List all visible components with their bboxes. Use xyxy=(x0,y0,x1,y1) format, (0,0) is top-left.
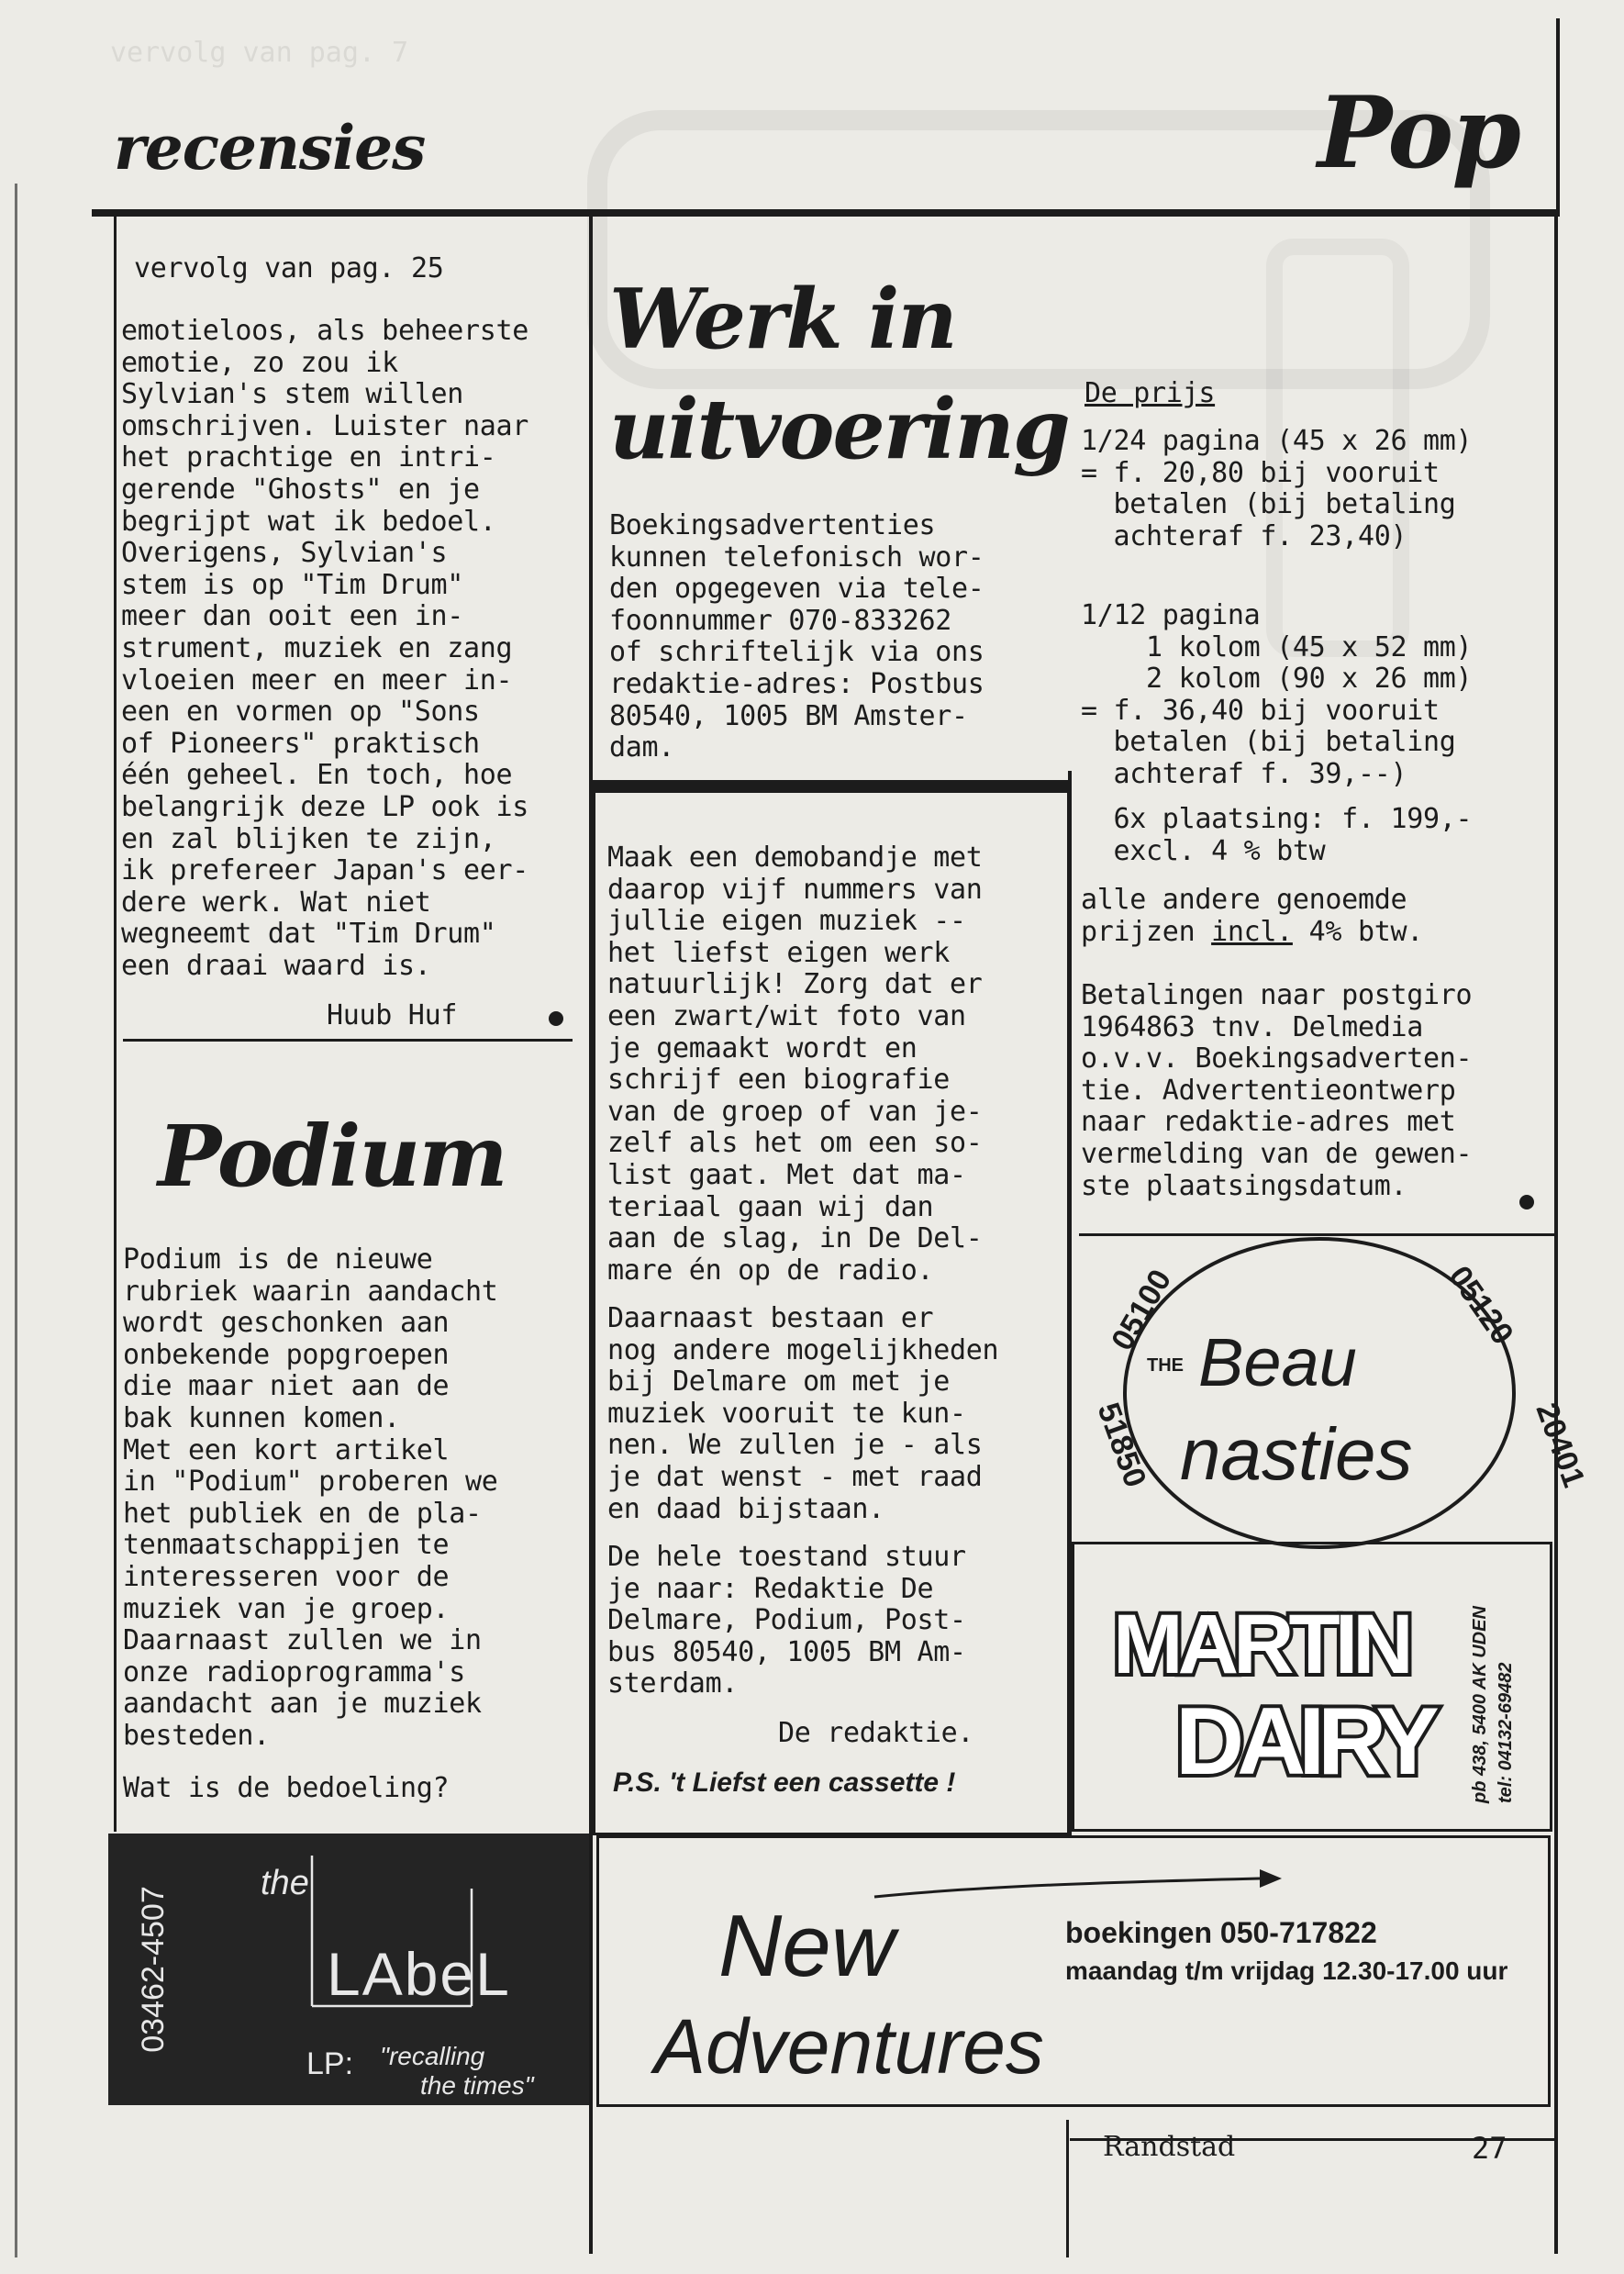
scan-edge xyxy=(15,184,17,2257)
headline-line-1: Werk in xyxy=(609,271,956,368)
box-line: Daarnaast bestaan er xyxy=(607,1302,934,1334)
review-line: gerende "Ghosts" en je xyxy=(121,473,480,506)
review-line: stem is op "Tim Drum" xyxy=(121,568,463,601)
podium-line: muziek van je groep. xyxy=(123,1592,450,1625)
review-line: Sylvian's stem willen xyxy=(121,378,463,411)
review-line: meer dan ooit een in- xyxy=(121,600,463,633)
right-border-top xyxy=(1556,18,1560,217)
beau-the: THE xyxy=(1147,1355,1184,1376)
review-text xyxy=(121,316,528,982)
end-bullet xyxy=(1519,1195,1534,1209)
box-paragraph-3 xyxy=(607,1542,966,1700)
box-line: zelf als het om een so- xyxy=(607,1127,983,1160)
beau-nasties-ad xyxy=(1079,1239,1592,1533)
payment-line: o.v.v. Boekingsadverten- xyxy=(1081,1042,1473,1076)
review-line: en zal blijken te zijn, xyxy=(121,822,496,855)
continued-from: vervolg van pag. 25 xyxy=(134,252,444,284)
label-ad-lp-title-2: the times" xyxy=(420,2071,534,2100)
price-line: betalen (bij betaling xyxy=(1081,488,1456,521)
payment-line: vermelding van de gewen- xyxy=(1081,1137,1473,1170)
box-line: teriaal gaan wij dan xyxy=(607,1190,934,1223)
podium-line: besteden. xyxy=(123,1719,270,1752)
box-line: nog andere mogelijkheden xyxy=(607,1333,999,1366)
review-line: emotieloos, als beheerste xyxy=(121,315,529,347)
box-line: daarop vijf nummers van xyxy=(607,873,983,906)
intro-line: redaktie-adres: Postbus xyxy=(609,667,984,700)
intro-line: 80540, 1005 BM Amster- xyxy=(609,699,968,732)
podium-title: Podium xyxy=(158,1107,506,1206)
review-line: wegneemt dat "Tim Drum" xyxy=(121,918,496,951)
review-line: een draai waard is. xyxy=(121,949,431,982)
payment-line: Betalingen naar postgiro xyxy=(1081,979,1473,1011)
box-line: en daad bijstaan. xyxy=(607,1492,884,1525)
price-block-2 xyxy=(1081,600,1472,791)
box-line: een zwart/wit foto van xyxy=(607,999,966,1032)
col1-left-rule xyxy=(114,217,117,1832)
box-line: je dat wenst - met raad xyxy=(607,1460,983,1493)
beau-number-bl: 51850 xyxy=(1090,1398,1153,1492)
podium-text xyxy=(123,1244,498,1753)
podium-question: Wat is de bedoeling? xyxy=(123,1772,450,1804)
price-line: = f. 36,40 bij vooruit xyxy=(1081,694,1440,727)
martin-name-1: MARTIN xyxy=(1113,1598,1408,1691)
intro-line: kunnen telefonisch wor- xyxy=(609,541,984,574)
label-ad-phone: 03462-4507 xyxy=(136,1886,171,2053)
intro-line: Boekingsadvertenties xyxy=(609,509,936,541)
footer-region: Randstad xyxy=(1103,2131,1236,2163)
intro-line: foonnummer 070-833262 xyxy=(609,604,951,637)
price-line: 1/12 pagina xyxy=(1081,599,1261,631)
box-line: aan de slag, in De Del- xyxy=(607,1222,983,1255)
review-line: of Pioneers" praktisch xyxy=(121,727,480,760)
martin-tel: tel: 04132-69482 xyxy=(1496,1662,1516,1803)
new-adventures-name-2: Adventures xyxy=(654,2003,1044,2090)
label-ad-the: the xyxy=(261,1864,309,1902)
box-postscript: P.S. 't Liefst een cassette ! xyxy=(613,1767,956,1798)
podium-line: Met een kort artikel xyxy=(123,1433,450,1466)
martin-dairy-ad xyxy=(1072,1542,1552,1832)
label-ad-lp-title-1: "recalling xyxy=(380,2042,485,2070)
footer-divider xyxy=(1066,2120,1069,2257)
beau-name-2: nasties xyxy=(1180,1413,1413,1495)
martin-name-2: DAIRY xyxy=(1175,1689,1432,1795)
payment-line: naar redaktie-adres met xyxy=(1081,1106,1456,1139)
price-line: 6x plaatsing: f. 199,- xyxy=(1081,803,1473,835)
review-line: vloeien meer en meer in- xyxy=(121,663,513,697)
review-line: dere werk. Wat niet xyxy=(121,886,431,919)
review-line: omschrijven. Luister naar xyxy=(121,409,529,442)
price-line: 2 kolom (90 x 26 mm) xyxy=(1081,663,1473,696)
review-line: het prachtige en intri- xyxy=(121,441,496,474)
box-line: jullie eigen muziek -- xyxy=(607,905,966,938)
box-line: sterdam. xyxy=(607,1667,739,1700)
box-line: De hele toestand stuur xyxy=(607,1541,966,1573)
box-line: je naar: Redaktie De xyxy=(607,1572,934,1605)
box-line: schrijf een biografie xyxy=(607,1064,950,1097)
intro-line: den opgegeven via tele- xyxy=(609,573,984,606)
box-line: van de groep of van je- xyxy=(607,1095,983,1128)
review-end-rule xyxy=(123,1039,573,1042)
review-line: een en vormen op "Sons xyxy=(121,696,480,729)
intro-line: of schriftelijk via ons xyxy=(609,636,984,669)
price-line: achteraf f. 23,40) xyxy=(1081,519,1407,552)
podium-line: rubriek waarin aandacht xyxy=(123,1275,498,1308)
intro-line: dam. xyxy=(609,731,675,764)
label-ad xyxy=(108,1834,589,2105)
section-title-recensies: recensies xyxy=(114,112,426,184)
beau-number-tl: 05100 xyxy=(1105,1264,1179,1356)
price-heading: De prijs xyxy=(1085,377,1216,409)
beau-number-br: 20401 xyxy=(1529,1398,1592,1492)
box-line: nen. We zullen je - als xyxy=(607,1429,983,1462)
label-ad-artwork xyxy=(108,1834,589,2105)
new-adventures-name-1: New xyxy=(718,1897,895,1995)
podium-line: aandacht aan je muziek xyxy=(123,1688,482,1721)
booking-intro-text xyxy=(609,510,984,764)
box-line: bus 80540, 1005 BM Am- xyxy=(607,1635,966,1668)
payment-line: 1964863 tnv. Delmedia xyxy=(1081,1010,1423,1043)
review-line: één geheel. En toch, hoe xyxy=(121,759,513,792)
podium-line: in "Podium" proberen we xyxy=(123,1466,498,1499)
box-paragraph-2 xyxy=(607,1303,998,1525)
price-block-3 xyxy=(1081,804,1472,867)
podium-line: tenmaatschappijen te xyxy=(123,1529,450,1562)
payment-line: ste plaatsingsdatum. xyxy=(1081,1169,1407,1202)
bleed-through: vervolg van pag. 7 xyxy=(110,37,409,69)
price-line: achteraf f. 39,--) xyxy=(1081,757,1407,790)
new-adventures-ad xyxy=(596,1835,1551,2107)
new-adventures-hours: maandag t/m vrijdag 12.30-17.00 uur xyxy=(1065,1956,1508,1985)
box-paragraph-1 xyxy=(607,842,983,1287)
box-line: bij Delmare om met je xyxy=(607,1366,950,1399)
box-line: het liefst eigen werk xyxy=(607,936,950,969)
section-title-pop: Pop xyxy=(1318,75,1519,191)
new-adventures-booking: boekingen 050-717822 xyxy=(1065,1916,1377,1949)
box-line: je gemaakt wordt en xyxy=(607,1031,918,1065)
beau-name-1: Beau xyxy=(1198,1324,1357,1400)
price-line: 1 kolom (45 x 52 mm) xyxy=(1081,630,1473,663)
payment-line: tie. Advertentieontwerp xyxy=(1081,1074,1456,1107)
page-number: 27 xyxy=(1472,2131,1507,2166)
review-line: strument, muziek en zang xyxy=(121,631,513,664)
other-prices-text: prijzen xyxy=(1081,916,1212,948)
review-line: emotie, zo zou ik xyxy=(121,346,398,379)
price-line: = f. 20,80 bij vooruit xyxy=(1081,456,1440,489)
podium-line: die maar niet aan de xyxy=(123,1370,450,1403)
martin-dairy-artwork xyxy=(1074,1544,1555,1834)
podium-line: onbekende popgroepen xyxy=(123,1338,450,1371)
price-line: 1/24 pagina (45 x 26 mm) xyxy=(1081,425,1473,457)
other-prices-line-2 xyxy=(1081,917,1423,949)
header-rule xyxy=(92,209,1556,217)
martin-address: pb 438, 5400 AK UDEN xyxy=(1470,1606,1490,1803)
beau-number-tr: 05120 xyxy=(1441,1259,1520,1352)
right-border xyxy=(1554,217,1558,2254)
box-line: mare én op de radio. xyxy=(607,1254,934,1287)
price-block-1 xyxy=(1081,426,1472,552)
review-line: begrijpt wat ik bedoel. xyxy=(121,505,496,538)
label-ad-lp: LP: xyxy=(306,2046,354,2081)
podium-line: onze radioprogramma's xyxy=(123,1655,465,1689)
end-bullet xyxy=(549,1011,563,1026)
price-line: betalen (bij betaling xyxy=(1081,726,1456,759)
review-author: Huub Huf xyxy=(327,999,458,1031)
other-prices-btw: 4% btw. xyxy=(1292,916,1423,948)
podium-line: wordt geschonken aan xyxy=(123,1307,450,1340)
podium-line: het publiek en de pla- xyxy=(123,1497,482,1530)
podium-line: Daarnaast zullen we in xyxy=(123,1624,482,1657)
other-prices-incl: incl. xyxy=(1211,916,1293,948)
payment-text xyxy=(1081,980,1472,1202)
box-signoff: De redaktie. xyxy=(778,1717,974,1749)
box-line: Delmare, Podium, Post- xyxy=(607,1604,966,1637)
box-line: list gaat. Met dat ma- xyxy=(607,1158,966,1191)
box-line: muziek vooruit te kun- xyxy=(607,1397,966,1430)
col3-ad-rule xyxy=(1079,1233,1554,1236)
podium-line: Podium is de nieuwe xyxy=(123,1243,433,1276)
review-line: belangrijk deze LP ook is xyxy=(121,790,529,823)
other-prices-line-1: alle andere genoemde xyxy=(1081,884,1407,916)
beau-nasties-artwork xyxy=(1079,1239,1592,1533)
headline-line-2: uitvoering xyxy=(609,381,1069,478)
box-line: Maak een demobandje met xyxy=(607,842,983,874)
price-line: excl. 4 % btw xyxy=(1081,834,1326,867)
label-ad-name: LAbeL xyxy=(327,1940,511,2008)
box-line: natuurlijk! Zorg dat er xyxy=(607,968,983,1001)
podium-line: bak kunnen komen. xyxy=(123,1401,400,1434)
podium-line: interesseren voor de xyxy=(123,1560,450,1593)
review-line: ik prefereer Japan's eer- xyxy=(121,854,529,887)
new-adventures-artwork xyxy=(599,1838,1553,2110)
review-line: Overigens, Sylvian's xyxy=(121,537,448,570)
